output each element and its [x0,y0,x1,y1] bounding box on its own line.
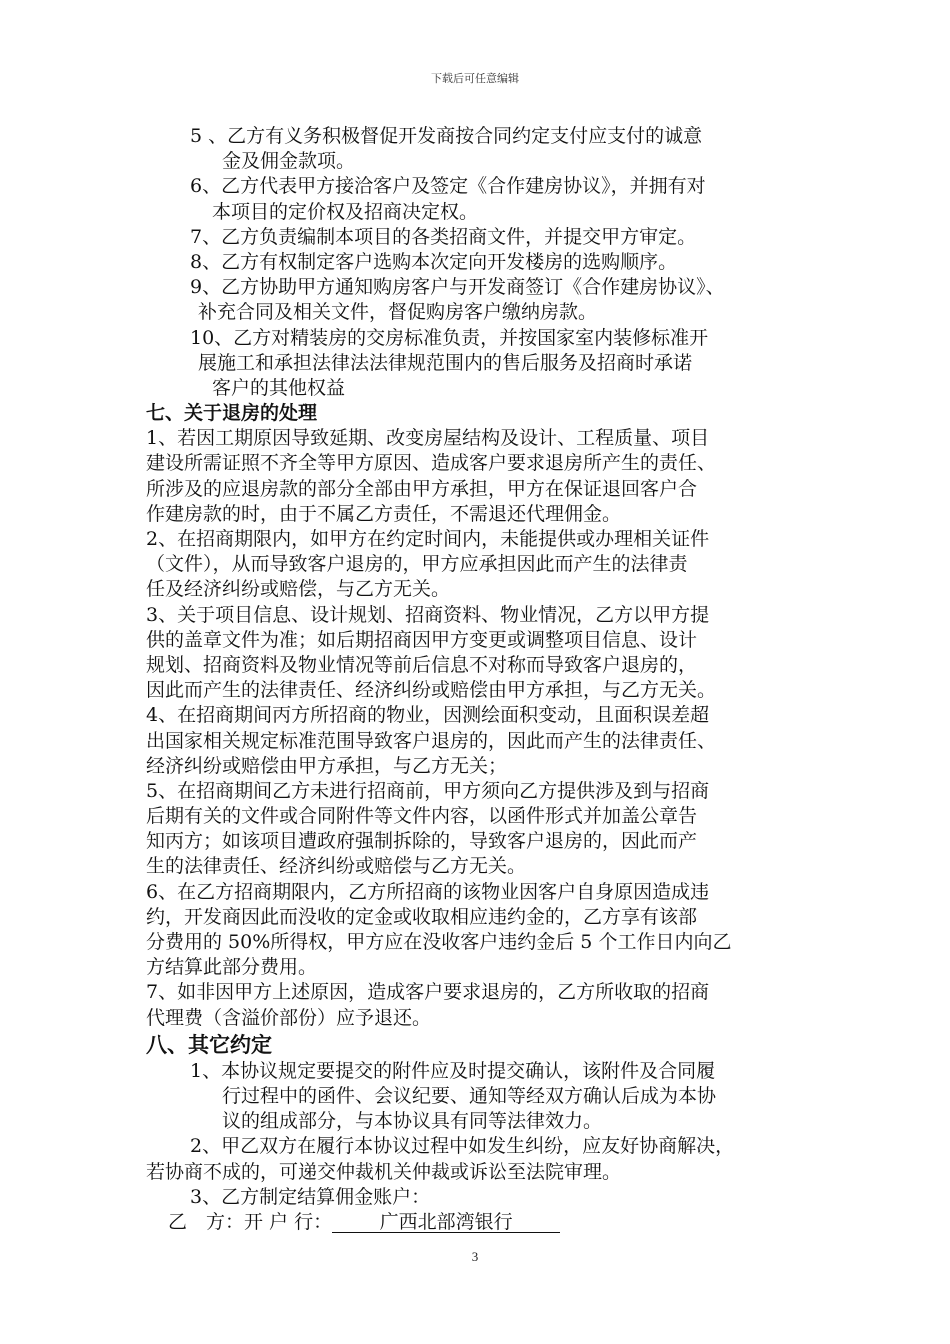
bank-value [332,1212,560,1233]
text-line: 本项目的定价权及招商决定权。 [212,200,479,223]
text-line: 3、关于项目信息、设计规划、招商资料、物业情况，乙方以甲方提 [146,603,710,626]
text-line: 补充合同及相关文件，督促购房客户缴纳房款。 [198,301,598,324]
page-number: 3 [471,1249,479,1264]
text-line: 因此而产生的法律责任、经济纠纷或赔偿由甲方承担，与乙方无关。 [146,679,717,702]
text-line: 10、乙方对精装房的交房标准负责，并按国家室内装修标准开 [190,326,709,349]
list-item [146,326,826,402]
document-body [146,124,826,1235]
list-item [146,980,826,1030]
text-line: 5、在招商期间乙方未进行招商前，甲方须向乙方提供涉及到与招商 [146,779,710,802]
list-item [146,1134,826,1184]
text-line: 4、在招商期间丙方所招商的物业，因测绘面积变动，且面积误差超 [146,704,710,727]
text-line: 建设所需证照不齐全等甲方原因、造成客户要求退房所产生的责任、 [146,452,717,475]
text-line: 6、在乙方招商期限内，乙方所招商的该物业因客户自身原因造成违 [146,880,710,903]
bank-name: 广西北部湾银行 [379,1210,513,1233]
text-line: 生的法律责任、经济纠纷或赔偿与乙方无关。 [146,855,527,878]
list-item [146,703,826,779]
text-line: 若协商不成的，可递交仲裁机关仲裁或诉讼至法院审理。 [146,1160,622,1183]
text-line: 3、乙方制定结算佣金账户： [190,1185,431,1208]
text-line: （文件），从而导致客户退房的，甲方应承担因此而产生的法律责 [146,553,688,576]
text-line: 2、在招商期限内，如甲方在约定时间内，未能提供或办理相关证件 [146,528,710,550]
text-line: 7、如非因甲方上述原因，造成客户要求退房的，乙方所收取的招商 [146,981,710,1004]
text-line: 8、乙方有权制定客户选购本次定向开发楼房的选购顺序。 [190,250,678,273]
text-line: 2、甲乙双方在履行本协议过程中如发生纠纷，应友好协商解决， [190,1135,735,1158]
list-item [146,275,826,325]
text-line: 展施工和承担法律法法律规范围内的售后服务及招商时承诺 [198,351,693,374]
text-line: 客户的其他权益 [212,376,346,399]
text-line: 5 、乙方有义务积极督促开发商按合同约定支付应支付的诚意 [190,125,703,147]
list-item [146,124,826,174]
list-item [146,250,826,275]
text-line: 所涉及的应退房款的部分全部由甲方承担，甲方在保证退回客户合 [146,477,698,500]
list-item [146,1059,826,1135]
bank-label: 乙 方：开 户 行： [168,1210,333,1233]
text-line: 9、乙方协助甲方通知购房客户与开发商签订《合作建房协议》、 [190,276,725,299]
text-line: 分费用的 50%所得权，甲方应在没收客户违约金后 5 个工作日内向乙 [146,931,732,953]
list-item [146,779,826,880]
text-line: 规划、招商资料及物业情况等前后信息不对称而导致客户退房的， [146,653,698,676]
list-item [146,174,826,224]
text-line: 代理费（含溢价部份）应予退还。 [146,1006,432,1029]
list-item [146,527,826,603]
text-line: 约，开发商因此而没收的定金或收取相应违约金的，乙方享有该部 [146,905,698,928]
text-line: 经济纠纷或赔偿由甲方承担，与乙方无关； [146,754,508,777]
text-line: 行过程中的函件、会议纪要、通知等经双方确认后成为本协 [222,1084,717,1107]
text-line: 出国家相关规定标准范围导致客户退房的，因此而产生的法律责任、 [146,729,717,752]
section-title: 八、其它约定 [146,1031,272,1057]
text-line: 议的组成部分，与本协议具有同等法律效力。 [222,1110,603,1133]
list-item [146,880,826,981]
list-item [146,225,826,250]
text-line: 作建房款的时，由于不属乙方责任，不需退还代理佣金。 [146,502,622,525]
page-header: 下载后可任意编辑 [431,72,519,85]
text-line: 1、若因工期原因导致延期、改变房屋结构及设计、工程质量、项目 [146,427,710,450]
text-line: 供的盖章文件为准；如后期招商因甲方变更或调整项目信息、设计 [146,628,698,651]
text-line: 金及佣金款项。 [222,150,356,173]
text-line: 1、本协议规定要提交的附件应及时提交确认，该附件及合同履 [190,1059,716,1082]
section-title: 七、关于退房的处理 [146,402,318,425]
list-item [146,426,826,527]
text-line: 6、乙方代表甲方接洽客户及签定《合作建房协议》，并拥有对 [190,175,706,198]
bank-account-row [146,1210,826,1235]
text-line: 知丙方；如该项目遭政府强制拆除的，导致客户退房的，因此而产 [146,830,698,853]
text-line: 后期有关的文件或合同附件等文件内容，以函件形式并加盖公章告 [146,805,698,828]
text-line: 7、乙方负责编制本项目的各类招商文件，并提交甲方审定。 [190,225,697,248]
text-line: 任及经济纠纷或赔偿，与乙方无关。 [146,578,451,601]
text-line: 方结算此部分费用。 [146,956,318,979]
list-item [146,603,826,704]
